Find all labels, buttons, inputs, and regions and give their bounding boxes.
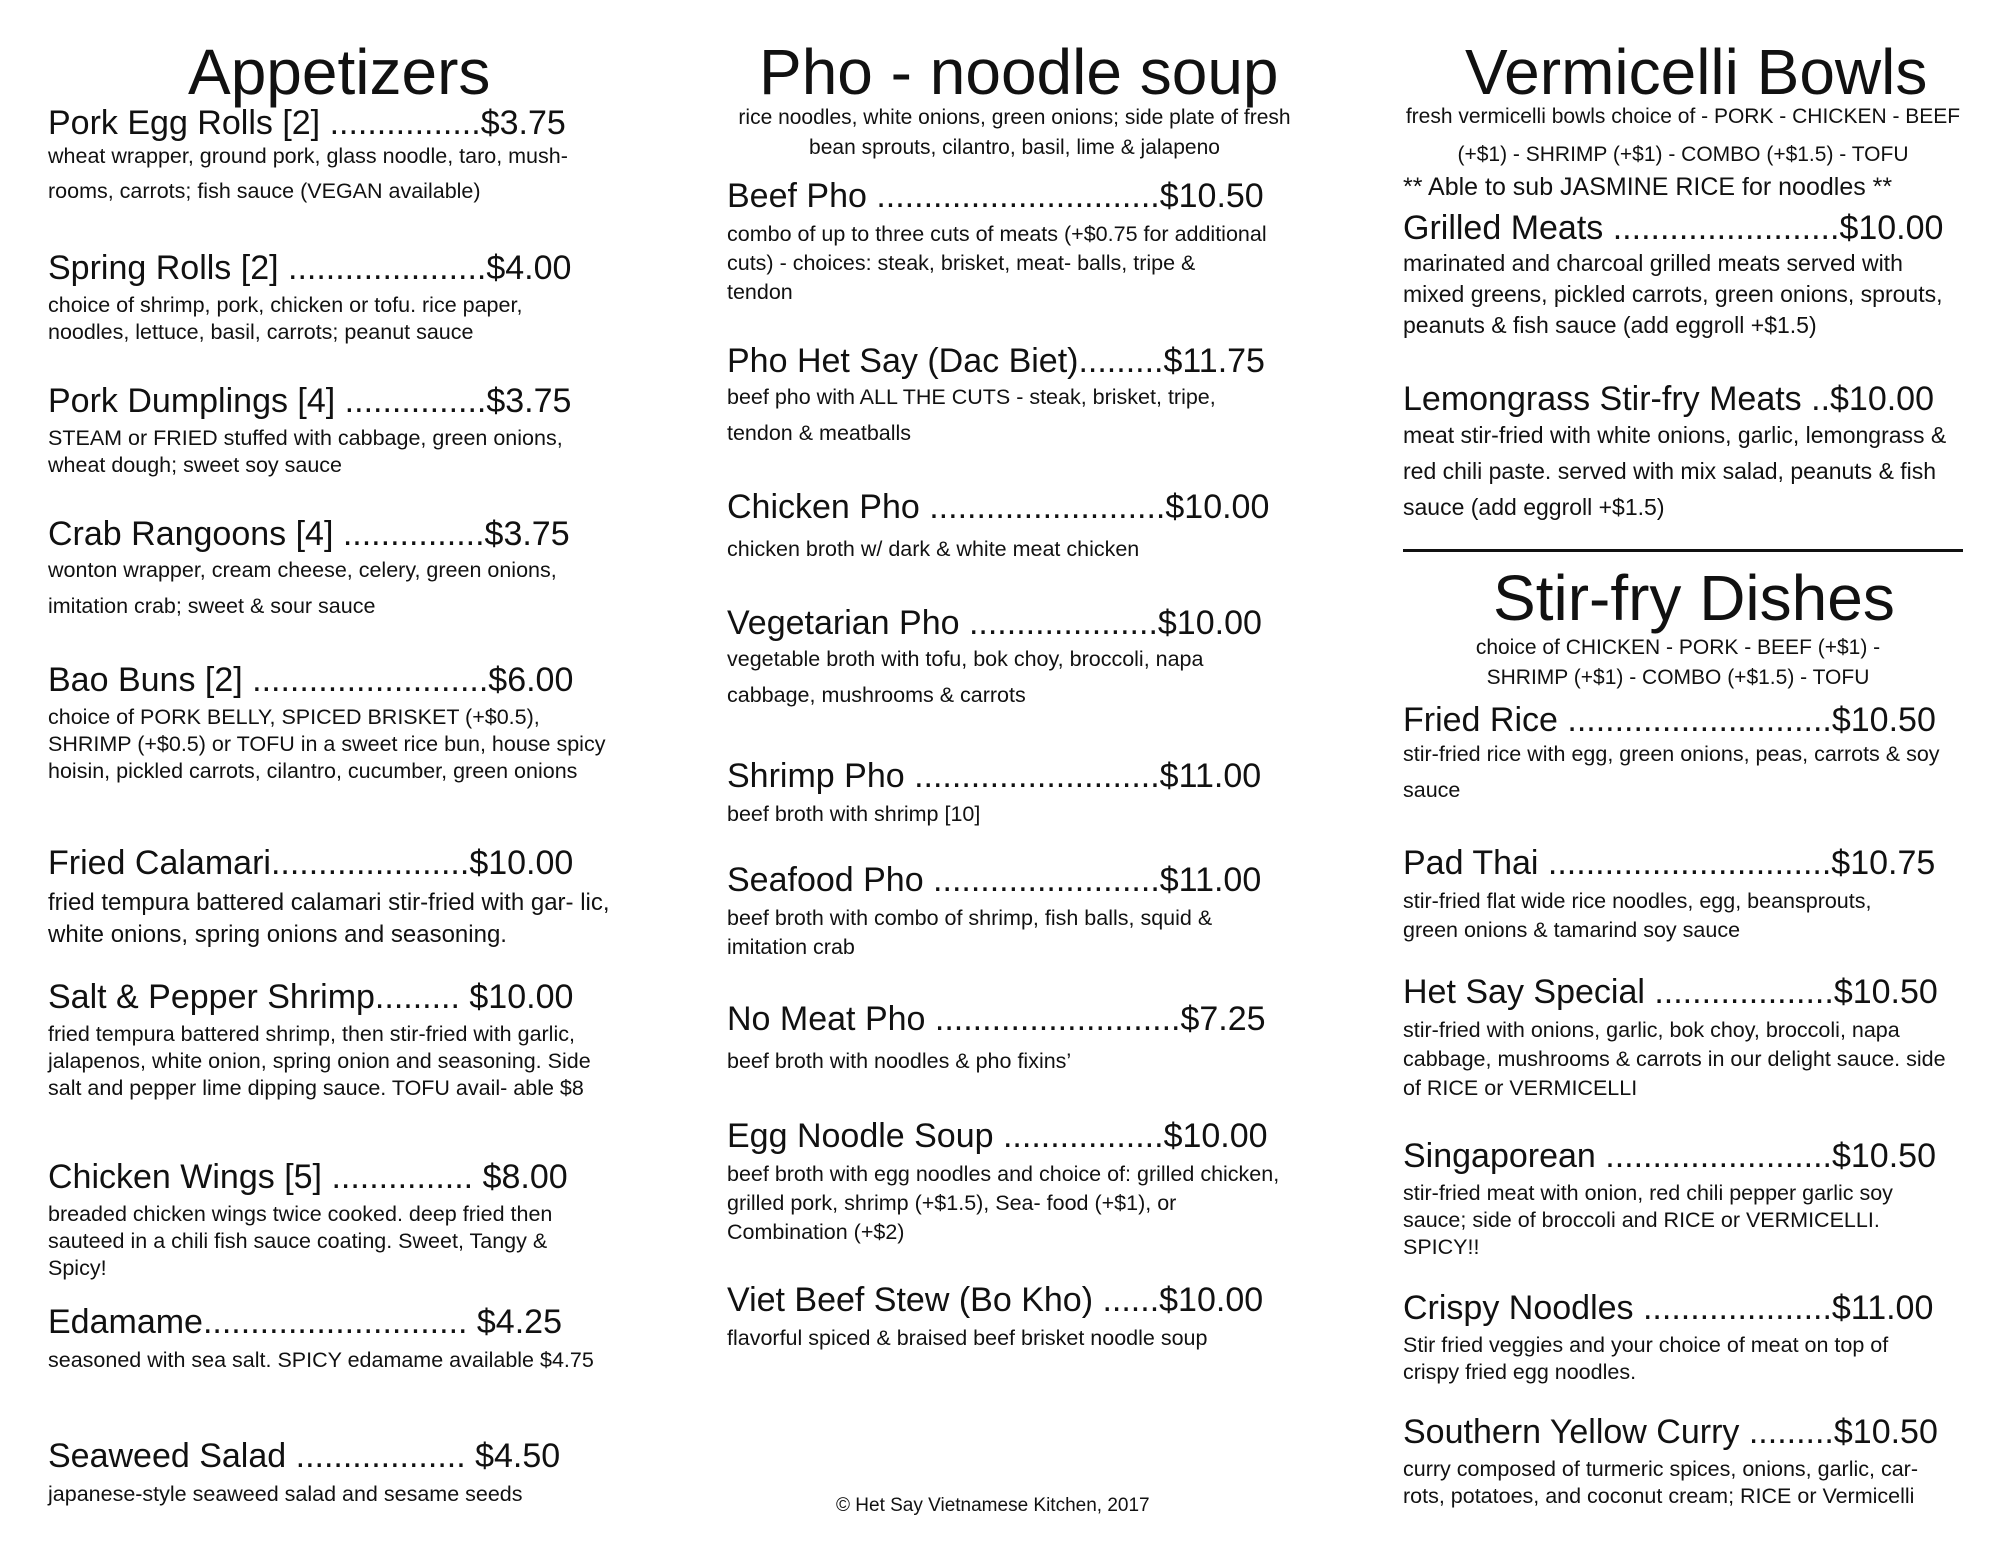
stirfry-heading: Stir-fry Dishes (1493, 562, 1895, 634)
item-title: No Meat Pho ..........................$7.25 (727, 1000, 1266, 1038)
item-title: Het Say Special ...................$10.50 (1403, 973, 1938, 1011)
item-description: choice of shrimp, pork, chicken or tofu. rice paper, noodles, lettuce, basil, carrots; peanut sauce (48, 293, 523, 344)
item-title: Viet Beef Stew (Bo Kho) ......$10.00 (727, 1281, 1264, 1319)
menu-item (48, 514, 618, 624)
menu-item (1403, 972, 1973, 1103)
pho-subheading: rice noodles, white onions, green onions; side plate of fresh bean sprouts, cilantro, basil, lime & jalapeno (738, 106, 1291, 159)
item-title: Egg Noodle Soup .................$10.00 (727, 1117, 1268, 1155)
item-title: Vegetarian Pho ....................$10.00 (727, 604, 1262, 642)
menu-item (1403, 1412, 1973, 1510)
item-description: stir-fried meat with onion, red chili pepper garlic soy sauce; side of broccoli and RICE or VERMICELLI. SPICY!! (1403, 1181, 1893, 1259)
item-title: Beef Pho ..............................$10.50 (727, 177, 1264, 215)
copyright-footer: © Het Say Vietnamese Kitchen, 2017 (836, 1495, 1150, 1516)
item-title: Fried Rice ............................$10.50 (1403, 701, 1936, 739)
menu-item (48, 843, 618, 951)
item-description: stir-fried flat wide rice noodles, egg, beansprouts, green onions & tamarind soy sauce (1403, 889, 1872, 942)
item-description: wheat wrapper, ground pork, glass noodle, taro, mush- rooms, carrots; fish sauce (VEGAN available) (48, 144, 568, 203)
item-title: Grilled Meats ........................$10.00 (1403, 209, 1944, 247)
menu-item (48, 660, 618, 785)
menu-item (727, 176, 1307, 307)
menu-item (727, 487, 1307, 564)
item-title: Crab Rangoons [4] ...............$3.75 (48, 515, 570, 553)
item-description: Stir fried veggies and your choice of meat on top of crispy fried egg noodles. (1403, 1333, 1889, 1384)
item-description: chicken broth w/ dark & white meat chicken (727, 537, 1140, 561)
menu-item (1403, 700, 1973, 808)
jasmine-rice-note: ** Able to sub JASMINE RICE for noodles ** (1403, 173, 1893, 201)
menu-item (48, 103, 618, 209)
section-divider (1403, 549, 1963, 552)
item-title: Edamame............................ $4.25 (48, 1303, 562, 1341)
item-title: Spring Rolls [2] .....................$4.00 (48, 249, 572, 287)
menu-item (727, 1116, 1307, 1247)
item-description: fried tempura battered shrimp, then stir-fried with garlic, jalapenos, white onion, spring onion and seasoning. Side salt and pepper lime dipping sauce. TOFU avail- able $8 (48, 1022, 591, 1100)
menu-item (48, 1157, 618, 1282)
item-title: Southern Yellow Curry .........$10.50 (1403, 1413, 1938, 1451)
item-description: stir-fried with onions, garlic, bok choy, broccoli, napa cabbage, mushrooms & carrots in our delight sauce. side of RICE or VERMICELLI (1403, 1018, 1946, 1100)
menu-item (1403, 208, 1973, 341)
pho-heading: Pho - noodle soup (759, 36, 1279, 108)
item-description: wonton wrapper, cream cheese, celery, green onions, imitation crab; sweet & sour sauce (48, 558, 557, 618)
menu-item (1403, 1288, 1973, 1386)
item-title: Chicken Pho .........................$10.00 (727, 488, 1270, 526)
item-description: seasoned with sea salt. SPICY edamame available $4.75 (48, 1348, 594, 1372)
item-title: Lemongrass Stir-fry Meats ..$10.00 (1403, 380, 1935, 418)
vermicelli-subheading: fresh vermicelli bowls choice of - PORK - CHICKEN - BEEF (+$1) - SHRIMP (+$1) - COMBO (+$1.5) - TOFU (1405, 105, 1961, 166)
item-title: Chicken Wings [5] ............... $8.00 (48, 1158, 568, 1196)
item-title: Fried Calamari.....................$10.00 (48, 844, 574, 882)
item-description: choice of PORK BELLY, SPICED BRISKET (+$0.5), SHRIMP (+$0.5) or TOFU in a sweet rice bun, house spicy hoisin, pickled carrots, cilantro, cucumber, green onions (48, 705, 606, 783)
item-description: beef broth with egg noodles and choice of: grilled chicken, grilled pork, shrimp (+$1.5), Sea- food (+$1), or Combination (+$2) (727, 1162, 1280, 1244)
menu-item (1403, 843, 1973, 945)
item-title: Seaweed Salad .................. $4.50 (48, 1437, 561, 1475)
item-description: breaded chicken wings twice cooked. deep fried then sauteed in a chili fish sauce coating. Sweet, Tangy & Spicy! (48, 1202, 553, 1280)
item-description: beef broth with combo of shrimp, fish balls, squid & imitation crab (727, 906, 1213, 959)
menu-item (727, 999, 1307, 1076)
item-description: combo of up to three cuts of meats (+$0.75 for additional cuts) - choices: steak, brisket, meat- balls, tripe & tendon (727, 222, 1267, 304)
menu-item (727, 341, 1307, 451)
item-title: Pad Thai ..............................$10.75 (1403, 844, 1936, 882)
menu-item (48, 381, 618, 479)
item-title: Singaporean ........................$10.50 (1403, 1137, 1936, 1175)
menu-item (727, 603, 1307, 713)
item-description: meat stir-fried with white onions, garlic, lemongrass & red chili paste. served with mix salad, peanuts & fish sauce (add eggroll +$1.5) (1403, 422, 1947, 520)
menu-item (727, 860, 1307, 962)
item-description: beef broth with shrimp [10] (727, 802, 981, 826)
menu-item (48, 1436, 618, 1509)
item-title: Pork Egg Rolls [2] ................$3.75 (48, 104, 566, 142)
item-description: japanese-style seaweed salad and sesame seeds (48, 1482, 523, 1506)
item-title: Bao Buns [2] .........................$6.00 (48, 661, 574, 699)
item-title: Seafood Pho ........................$11.00 (727, 861, 1262, 899)
menu-item (48, 1302, 618, 1375)
menu-item (1403, 379, 1973, 525)
vermicelli-heading: Vermicelli Bowls (1465, 36, 1928, 108)
item-description: STEAM or FRIED stuffed with cabbage, green onions, wheat dough; sweet soy sauce (48, 426, 563, 477)
item-description: stir-fried rice with egg, green onions, peas, carrots & soy sauce (1403, 742, 1940, 802)
item-description: vegetable broth with tofu, bok choy, broccoli, napa cabbage, mushrooms & carrots (727, 647, 1204, 707)
item-description: marinated and charcoal grilled meats served with mixed greens, pickled carrots, green onions, sprouts, peanuts & fish sauce (add eggroll +$1.5) (1403, 250, 1943, 338)
item-title: Pork Dumplings [4] ...............$3.75 (48, 382, 572, 420)
menu-item (727, 1280, 1307, 1353)
item-title: Shrimp Pho ..........................$11.00 (727, 757, 1262, 795)
menu-item (1403, 1136, 1973, 1261)
stirfry-subheading: choice of CHICKEN - PORK - BEEF (+$1) - SHRIMP (+$1) - COMBO (+$1.5) - TOFU (1475, 636, 1881, 689)
appetizers-heading: Appetizers (188, 36, 491, 108)
item-title: Crispy Noodles ....................$11.00 (1403, 1289, 1934, 1327)
menu-item (48, 248, 618, 346)
item-description: curry composed of turmeric spices, onions, garlic, car- rots, potatoes, and coconut cream; RICE or Vermicelli (1403, 1457, 1918, 1508)
item-description: beef pho with ALL THE CUTS - steak, brisket, tripe, tendon & meatballs (727, 385, 1216, 445)
item-description: beef broth with noodles & pho fixins’ (727, 1049, 1072, 1073)
item-title: Salt & Pepper Shrimp......... $10.00 (48, 978, 574, 1016)
item-description: flavorful spiced & braised beef brisket noodle soup (727, 1326, 1208, 1350)
menu-item (727, 756, 1307, 829)
item-description: fried tempura battered calamari stir-fried with gar- lic, white onions, spring onions and seasoning. (48, 889, 610, 948)
item-title: Pho Het Say (Dac Biet).........$11.75 (727, 342, 1265, 380)
menu-item (48, 977, 618, 1102)
